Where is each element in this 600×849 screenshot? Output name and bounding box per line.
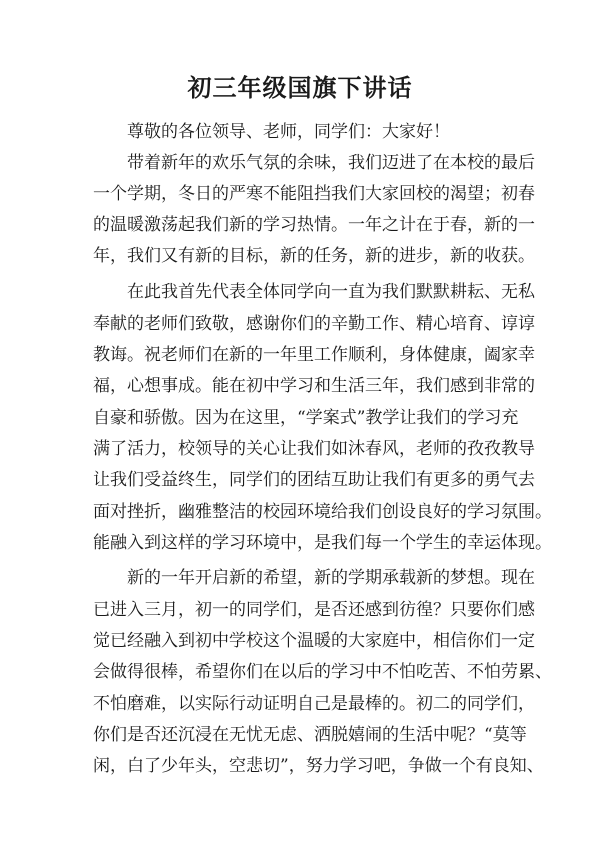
text-line: 面对挫折，幽雅整洁的校园环境给我们创设良好的学习氛围。	[93, 502, 552, 522]
text-line: 带着新年的欢乐气氛的余味，我们迈进了在本校的最后	[93, 153, 535, 173]
text-line: 福，心想事成。能在初中学习和生活三年，我们感到非常的	[93, 376, 535, 396]
page-title: 初三年级国旗下讲话	[187, 73, 413, 102]
text-line: 满了活力，校领导的关心让我们如沐春风，老师的孜孜教导	[93, 439, 535, 459]
text-line: 奉献的老师们致敬，感谢你们的辛勤工作、精心培育、谆谆	[93, 314, 535, 334]
text-line: 的温暖激荡起我们新的学习热情。一年之计在于春，新的一	[93, 215, 535, 235]
text-line: 新的一年开启新的希望，新的学期承载新的梦想。现在	[93, 568, 535, 588]
text-line: 你们是否还沉浸在无忧无虑、洒脱嬉闹的生活中呢？“莫等	[93, 725, 527, 745]
text-line: 觉已经融入到初中学校这个温暖的大家庭中，相信你们一定	[93, 631, 535, 651]
text-line: 自豪和骄傲。因为在这里，“学案式”教学让我们的学习充	[93, 408, 519, 428]
text-line: 让我们受益终生，同学们的团结互助让我们有更多的勇气去	[93, 470, 535, 490]
text-line: 闲，白了少年头，空悲切”，努力学习吧，争做一个有良知、	[93, 756, 544, 776]
text-line: 一个学期，冬日的严寒不能阻挡我们大家回校的渴望；初春	[93, 184, 535, 204]
text-line: 能融入到这样的学习环境中，是我们每一个学生的幸运体现。	[93, 533, 552, 553]
text-line: 教诲。祝老师们在新的一年里工作顺利，身体健康，阖家幸	[93, 345, 535, 365]
text-line: 会做得很棒，希望你们在以后的学习中不怕吃苦、不怕劳累、	[93, 662, 552, 682]
text-line: 不怕磨难，以实际行动证明自己是最棒的。初二的同学们，	[93, 694, 535, 714]
text-line: 尊敬的各位领导、老师，同学们：大家好！	[93, 122, 450, 142]
text-line: 年，我们又有新的目标，新的任务，新的进步，新的收获。	[93, 246, 535, 266]
text-line: 在此我首先代表全体同学向一直为我们默默耕耘、无私	[93, 282, 535, 302]
text-line: 已进入三月，初一的同学们，是否还感到彷徨？只要你们感	[93, 600, 535, 620]
